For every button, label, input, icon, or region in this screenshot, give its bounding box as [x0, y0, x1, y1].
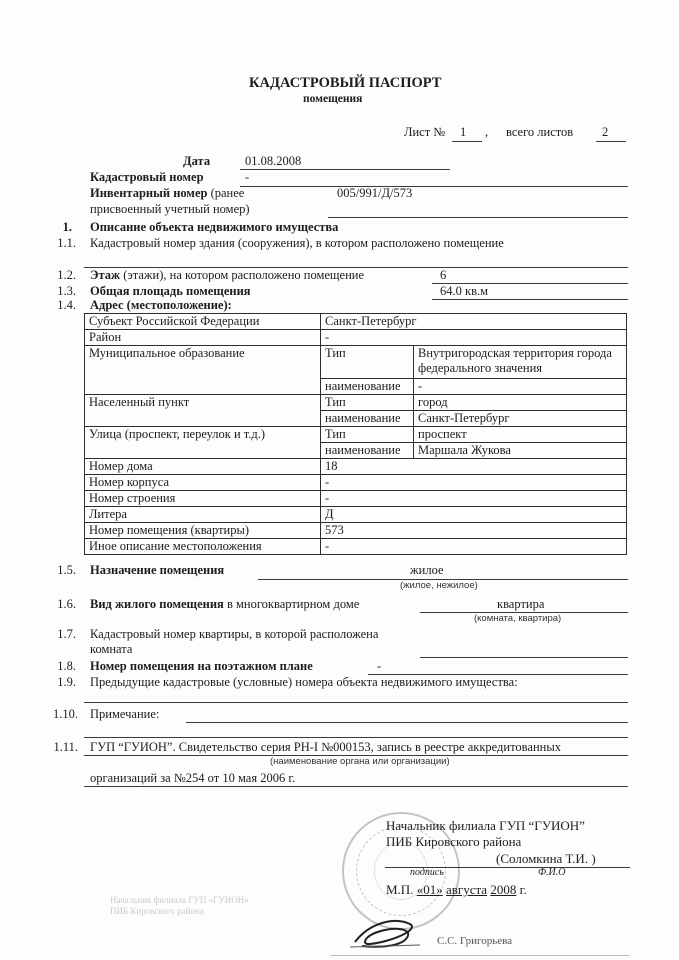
other-description-value: - [321, 539, 627, 555]
item-1-4-number: 1.4. [57, 298, 76, 312]
street-name-value: Маршала Жукова [414, 443, 627, 459]
bottom-rule [330, 955, 630, 956]
organization-underline-2 [84, 786, 628, 787]
item-1-9-underline [84, 702, 628, 703]
district-value: - [321, 330, 627, 346]
faded-stamp-line2: ПИБ Кировского района [110, 906, 204, 916]
street-type-label: Тип [321, 427, 414, 443]
cadastral-number-value: - [245, 170, 250, 184]
structure-value: - [321, 491, 627, 507]
structure-label: Номер строения [85, 491, 321, 507]
item-1-2-number: 1.2. [57, 268, 76, 282]
apartment-label: Номер помещения (квартиры) [85, 523, 321, 539]
inventory-number-value: 005/991/Д/573 [337, 186, 413, 200]
item-1-8-number: 1.8. [57, 659, 76, 673]
district-label: Район [85, 330, 321, 346]
table-row [85, 539, 627, 555]
table-row [85, 346, 627, 379]
sheet-number-underline [452, 141, 482, 142]
purpose-hint: (жилое, нежилое) [400, 580, 478, 591]
dwelling-type-hint: (комната, квартира) [474, 613, 562, 624]
date-year-suffix: г. [519, 882, 527, 897]
area-underline [432, 299, 628, 300]
total-sheets-label: всего листов [506, 125, 574, 139]
litera-value: Д [321, 507, 627, 523]
date-day: «01» [416, 882, 443, 897]
house-value: 18 [321, 459, 627, 475]
faded-stamp-line1: Начальник филиала ГУП «ГУИОН» [110, 895, 249, 905]
date-value: 01.08.2008 [245, 154, 302, 168]
item-1-9-number: 1.9. [57, 675, 76, 689]
mp-label: М.П. [386, 882, 414, 897]
cadastral-number-label: Кадастровый номер [90, 170, 204, 184]
section-1-title: Описание объекта недвижимого имущества [90, 220, 339, 234]
area-value: 64.0 кв.м [440, 284, 489, 298]
document-subtitle: помещения [303, 93, 363, 105]
item-1-2-label-rest: (этажи), на котором расположено помещение [120, 268, 365, 282]
building-value: - [321, 475, 627, 491]
signer-position-line1: Начальник филиала ГУП “ГУИОН” [386, 818, 585, 833]
item-1-6-label [90, 597, 359, 612]
item-1-8-label: Номер помещения на поэтажном плане [90, 659, 313, 673]
item-1-3-number: 1.3. [57, 284, 76, 298]
item-1-1-label: Кадастровый номер здания (сооружения), в котором расположено помещение [90, 236, 504, 250]
sheet-label: Лист № [404, 125, 446, 139]
floor-plan-number-value: - [377, 659, 382, 673]
item-1-9-label: Предыдущие кадастровые (условные) номера объекта недвижимого имущества: [90, 675, 518, 689]
table-row [85, 507, 627, 523]
item-1-2-label [90, 268, 364, 283]
item-1-10-number: 1.10. [53, 707, 78, 721]
subject-value: Санкт-Петербург [321, 314, 627, 330]
table-row [85, 491, 627, 507]
litera-label: Литера [85, 507, 321, 523]
locality-type-value: город [414, 395, 627, 411]
document-title: КАДАСТРОВЫЙ ПАСПОРТ [249, 75, 442, 91]
item-1-6-label-rest: в многоквартирном доме [223, 597, 360, 611]
sheet-separator: , [485, 125, 489, 139]
item-1-10-underline [186, 722, 628, 723]
locality-label: Населенный пункт [85, 395, 321, 427]
item-1-11-number: 1.11. [53, 740, 78, 754]
locality-name-label: наименование [321, 411, 414, 427]
street-type-value: проспект [414, 427, 627, 443]
item-1-6-label-bold: Вид жилого помещения [90, 597, 224, 611]
item-1-5-label: Назначение помещения [90, 563, 225, 577]
apartment-value: 573 [321, 523, 627, 539]
dwelling-type-value: квартира [497, 597, 545, 611]
item-1-3-label: Общая площадь помещения [90, 284, 251, 298]
item-1-1-number: 1.1. [57, 236, 76, 250]
date-year: 2008 [490, 882, 517, 897]
total-sheets-underline [596, 141, 626, 142]
organization-line2: организаций за №254 от 10 мая 2006 г. [90, 771, 296, 785]
item-1-7-number: 1.7. [57, 627, 76, 641]
subject-label: Субъект Российской Федерации [85, 314, 321, 330]
street-name-label: наименование [321, 443, 414, 459]
house-label: Номер дома [85, 459, 321, 475]
table-row [85, 523, 627, 539]
inventory-number-underline [328, 217, 628, 218]
item-1-5-number: 1.5. [57, 563, 76, 577]
item-1-4-label: Адрес (местоположение): [90, 298, 232, 312]
municipal-name-label: наименование [321, 379, 414, 395]
item-1-2-label-bold: Этаж [90, 268, 121, 282]
cadastral-number-underline [240, 186, 628, 187]
table-row [85, 475, 627, 491]
municipal-name-value: - [414, 379, 627, 395]
item-1-6-number: 1.6. [57, 597, 76, 611]
other-description-label: Иное описание местоположения [85, 539, 321, 555]
table-row [85, 314, 627, 330]
table-row [85, 427, 627, 443]
signer-name: (Соломкина Т.И. ) [496, 851, 596, 866]
signer-position-line2: ПИБ Кировского района [386, 834, 522, 849]
locality-name-value: Санкт-Петербург [414, 411, 627, 427]
date-label: Дата [183, 154, 211, 168]
item-1-7-label-line1: Кадастровый номер квартиры, в которой расположена [90, 627, 379, 641]
section-1-number: 1. [62, 220, 72, 234]
item-1-7-underline [420, 657, 628, 658]
signer-signature-name: С.С. Григорьева [437, 935, 513, 947]
item-1-10-underline-2 [84, 737, 628, 738]
date-month: августа [445, 882, 488, 897]
municipal-type-value: Внутригородская территория города федерального значения [414, 346, 627, 379]
municipal-label: Муниципальное образование [85, 346, 321, 395]
floor-value: 6 [440, 268, 447, 282]
inventory-number-label [90, 186, 244, 201]
locality-type-label: Тип [321, 395, 414, 411]
organization-line1: ГУП “ГУИОН”. Свидетельство серия РН-I №000153, запись в реестре аккредитованных [90, 740, 561, 754]
total-sheets-value: 2 [602, 125, 609, 139]
fio-hint: Ф.И.О [538, 867, 566, 878]
signature-hint: подпись [410, 867, 444, 878]
table-row [85, 395, 627, 411]
address-table [84, 313, 627, 555]
street-label: Улица (проспект, переулок и т.д.) [85, 427, 321, 459]
table-row [85, 459, 627, 475]
building-label: Номер корпуса [85, 475, 321, 491]
inventory-label-line2: присвоенный учетный номер) [90, 202, 250, 216]
item-1-10-label: Примечание: [90, 707, 160, 721]
organization-hint: (наименование органа или организации) [270, 756, 450, 767]
purpose-value: жилое [410, 563, 444, 577]
date-underline [240, 169, 450, 170]
item-1-7-label-line2: комната [90, 642, 133, 656]
inventory-label-rest: (ранее [207, 186, 245, 200]
municipal-type-label: Тип [321, 346, 414, 379]
inventory-label-bold: Инвентарный номер [90, 186, 208, 200]
handwritten-signature [350, 912, 430, 952]
sheet-number: 1 [460, 125, 467, 139]
table-row [85, 330, 627, 346]
stamp-date [386, 882, 527, 898]
